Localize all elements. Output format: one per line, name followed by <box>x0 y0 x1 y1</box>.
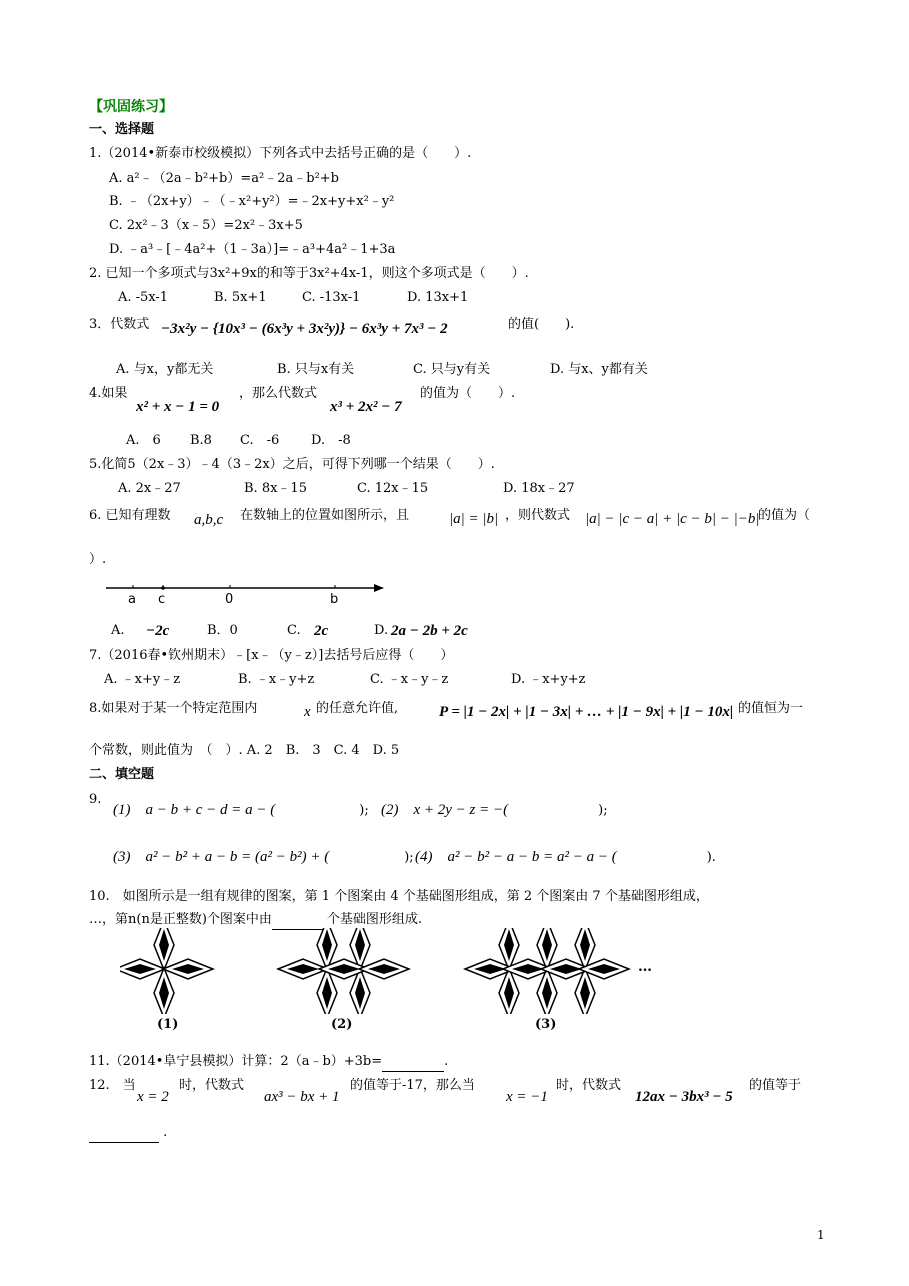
q9-part4-expr: (4) a² − b² − a − b = a² − a − ( <box>415 849 617 865</box>
q4-option-b: B.8 <box>190 433 212 448</box>
q2-option-d: D. 13x+1 <box>407 290 469 305</box>
pattern-caption-2: (2) <box>331 1017 353 1032</box>
q9-part1-expr: (1) a − b + c − d = a − ( <box>113 802 276 818</box>
q4-condition: x² + x − 1 = 0 <box>136 399 220 415</box>
q9-part1 <box>113 801 369 820</box>
q9-part4 <box>415 848 716 867</box>
q6-option-b: B．0 <box>207 623 238 638</box>
q4-expression: x³ + 2x² − 7 <box>330 399 402 415</box>
q6-prefix: 6. 已知有理数 <box>89 508 171 523</box>
q2-stem: 2. 已知一个多项式与3x²+9x的和等于3x²+4x-1，则这个多项式是（ ）. <box>89 266 529 281</box>
number-line-figure <box>100 578 390 612</box>
pattern-1 <box>120 928 213 1014</box>
page-number: 1 <box>817 1228 825 1242</box>
q6-option-d-expr: 2a − 2b + 2c <box>391 623 468 639</box>
q9-number: 9. <box>89 792 102 807</box>
section-title-choice: 一、选择题 <box>89 122 155 137</box>
pattern-figure <box>120 928 680 1014</box>
q12-middle1: 时，代数式 <box>179 1078 245 1093</box>
pattern-caption-1: (1) <box>157 1017 179 1032</box>
pattern-caption-3: (3) <box>535 1017 557 1032</box>
q11-answer-blank[interactable] <box>382 1053 444 1072</box>
q6-variables: a,b,c <box>194 512 224 528</box>
q12-answer-blank[interactable] <box>89 1124 159 1143</box>
q6-middle2: ，则代数式 <box>505 508 571 523</box>
axis-label-a: a <box>128 592 136 607</box>
q12-condition2: x = −1 <box>506 1089 548 1105</box>
pattern-3 <box>465 928 629 1014</box>
q6-option-a-expr: −2c <box>146 623 170 639</box>
q9-part1-end: ); <box>359 803 369 818</box>
q6-option-c-expr: 2c <box>314 623 329 639</box>
q6-expression: |a| − |c − a| + |c − b| − |−b| <box>585 511 760 527</box>
q3-option-b: B. 只与x有关 <box>277 362 355 377</box>
q5-option-a: A. 2x﹣27 <box>118 481 181 496</box>
q7-option-c: C. ﹣x﹣y﹣z <box>370 672 449 687</box>
q6-option-d-label: D. <box>374 623 389 638</box>
q3-option-d: D. 与x、y都有关 <box>550 362 648 377</box>
section-title-fill: 二、填空题 <box>89 767 155 782</box>
q8-line2: 个常数，则此值为 （ ）. A. 2 B. 3 C. 4 D. 5 <box>89 743 400 758</box>
q4-middle: ，那么代数式 <box>239 386 318 401</box>
section-heading: 【巩固练习】 <box>89 99 173 115</box>
q5-option-b: B. 8x﹣15 <box>244 481 307 496</box>
q3-option-a: A. 与x，y都无关 <box>116 362 214 377</box>
q12-line2 <box>89 1124 167 1143</box>
q3-prefix: 3．代数式 <box>89 317 150 332</box>
q6-line2: ）. <box>89 552 107 567</box>
q5-option-c: C. 12x﹣15 <box>357 481 429 496</box>
q1-option-d: D. ﹣a³﹣[﹣4a²+（1﹣3a）]=﹣a³+4a²﹣1+3a <box>109 242 396 257</box>
q6-option-a-label: A. <box>111 623 125 638</box>
q3-expression: −3x²y − {10x³ − (6x³y + 3x²y)} − 6x³y + 7x³ − 2 <box>161 321 448 337</box>
q9-part3-expr: (3) a² − b² + a − b = (a² − b²) + ( <box>113 849 330 865</box>
q8-suffix: 的值恒为一 <box>738 701 804 716</box>
q11-end: . <box>444 1054 449 1069</box>
q2-option-a: A. -5x-1 <box>118 290 169 305</box>
q8-prefix: 8.如果对于某一个特定范围内 <box>89 701 258 716</box>
q1-option-c: C. 2x²﹣3（x﹣5）=2x²﹣3x+5 <box>109 218 303 233</box>
q9-part2-expr: (2) x + 2y − z = −( <box>381 802 509 818</box>
q12-expression1: ax³ − bx + 1 <box>264 1089 340 1105</box>
q2-option-b: B. 5x+1 <box>214 290 267 305</box>
q3-suffix: 的值( ). <box>508 317 575 332</box>
number-line-arrow <box>374 584 384 592</box>
q7-stem: 7.（2016春•钦州期末）﹣[x﹣（y﹣z）]去括号后应得（ ） <box>89 648 454 663</box>
q9-part2 <box>381 801 608 820</box>
q5-stem: 5.化简5（2x﹣3）﹣4（3﹣2x）之后，可得下列哪一个结果（ ）. <box>89 457 495 472</box>
q6-middle: 在数轴上的位置如图所示，且 <box>240 508 410 523</box>
q7-option-b: B. ﹣x﹣y+z <box>238 672 315 687</box>
axis-label-c: c <box>158 592 166 607</box>
q6-suffix: 的值为（ <box>758 508 811 523</box>
q11 <box>89 1053 448 1072</box>
q2-option-c: C. -13x-1 <box>302 290 361 305</box>
q8-expression: P = |1 − 2x| + |1 − 3x| + … + |1 − 9x| + |1 − 10x| <box>439 704 734 720</box>
q12-middle2: 的值等于-17，那么当 <box>350 1078 475 1093</box>
q10-line2-start: …，第n(n是正整数)个图案中由 <box>89 912 272 927</box>
q8-variable: x <box>304 704 311 720</box>
q10-line1: 10. 如图所示是一组有规律的图案，第 1 个图案由 4 个基础图形组成，第 2 个图案由 7 个基础图形组成， <box>89 889 709 904</box>
q4-option-c: C. -6 <box>240 433 280 448</box>
q12-middle3: 时，代数式 <box>556 1078 622 1093</box>
q4-option-a: A. 6 <box>126 433 161 448</box>
point-c <box>161 586 165 590</box>
q12-prefix: 12. 当 <box>89 1078 136 1093</box>
axis-label-0: 0 <box>225 592 234 607</box>
q3-option-c: C. 只与y有关 <box>413 362 491 377</box>
q4-suffix: 的值为（ ）. <box>420 386 516 401</box>
q12-end: . <box>163 1125 168 1140</box>
q10-line2-end: 个基础图形组成. <box>326 912 423 927</box>
q9-part3 <box>113 848 414 867</box>
q9-part2-end: ); <box>598 803 608 818</box>
q9-part4-end: ). <box>706 850 716 865</box>
q7-option-d: D. ﹣x+y+z <box>511 672 586 687</box>
q9-part3-end: ); <box>404 850 414 865</box>
q1-stem: 1.（2014•新泰市校级模拟）下列各式中去括号正确的是（ ）. <box>89 146 472 161</box>
q6-condition: |a| = |b| <box>449 511 499 527</box>
axis-label-b: b <box>330 592 339 607</box>
q12-condition1: x = 2 <box>137 1089 169 1105</box>
q4-option-d: D. -8 <box>311 433 351 448</box>
q12-expression2: 12ax − 3bx³ − 5 <box>635 1089 733 1105</box>
pattern-2 <box>278 928 409 1014</box>
pattern-ellipsis: … <box>638 959 652 975</box>
q4-prefix: 4.如果 <box>89 386 128 401</box>
q8-middle: 的任意允许值, <box>316 701 399 716</box>
q6-option-c-label: C. <box>287 623 301 638</box>
q1-option-a: A. a²﹣（2a﹣b²+b）=a²﹣2a﹣b²+b <box>109 171 340 186</box>
q7-option-a: A. ﹣x+y﹣z <box>104 672 181 687</box>
q5-option-d: D. 18x﹣27 <box>503 481 575 496</box>
q1-option-b: B. ﹣（2x+y）﹣（﹣x²+y²）=﹣2x+y+x²﹣y² <box>109 194 395 209</box>
q12-suffix: 的值等于 <box>749 1078 802 1093</box>
q11-stem: 11.（2014•阜宁县模拟）计算：2（a﹣b）+3b= <box>89 1054 383 1069</box>
